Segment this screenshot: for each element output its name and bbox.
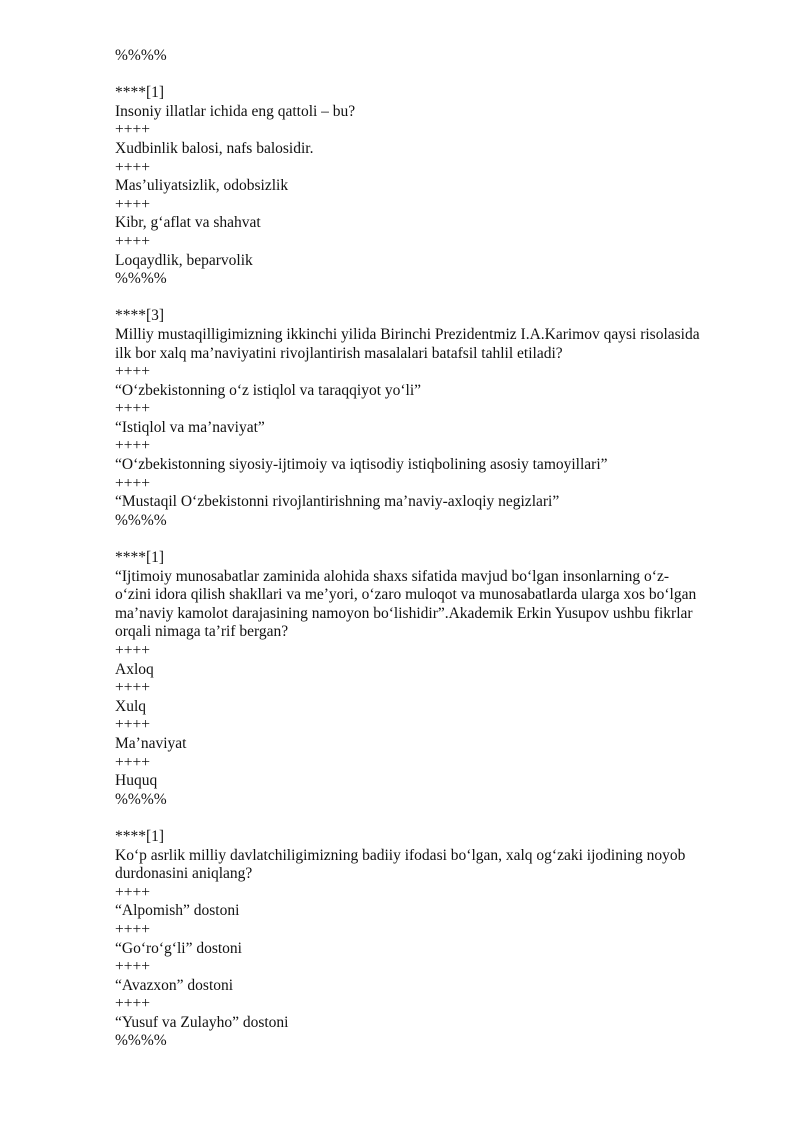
question-marker: ****[1]	[115, 84, 165, 102]
option-separator: ++++	[115, 679, 150, 697]
text-line: ilk bor xalq ma’naviyatini rivojlantirish masalalari batafsil tahlil etiladi?	[115, 344, 563, 362]
question-separator: %%%%	[115, 1032, 167, 1050]
text-line: “Ijtimoiy munosabatlar zaminida alohida shaxs sifatida mavjud bo‘lgan insonlarning o‘z-	[115, 567, 669, 585]
option-separator: ++++	[115, 474, 150, 492]
text-line: durdonasini aniqlang?	[115, 865, 253, 883]
question-marker: ****[1]	[115, 549, 165, 567]
document-page	[115, 47, 735, 1051]
text-line: Milliy mustaqilligimizning ikkinchi yilida Birinchi Prezidentmiz I.A.Karimov qaysi risolasida	[115, 325, 700, 343]
option-separator: ++++	[115, 158, 150, 176]
text-line: Insoniy illatlar ichida eng qattoli – bu?	[115, 102, 356, 120]
text-line: “O‘zbekistonning o‘z istiqlol va taraqqiyot yo‘li”	[115, 381, 422, 399]
text-line: Ko‘p asrlik milliy davlatchiligimizning badiiy ifodasi bo‘lgan, xalq og‘zaki ijodining noyob	[115, 846, 686, 864]
text-line: “Go‘ro‘g‘li” dostoni	[115, 939, 242, 957]
text-line: “O‘zbekistonning siyosiy-ijtimoiy va iqtisodiy istiqbolining asosiy tamoyillari”	[115, 456, 608, 474]
option-separator: ++++	[115, 920, 150, 938]
text-line: Loqaydlik, beparvolik	[115, 251, 253, 269]
text-line: “Mustaqil O‘zbekistonni rivojlantirishning ma’naviy-axloqiy negizlari”	[115, 493, 560, 511]
text-line: “Avazxon” dostoni	[115, 976, 234, 994]
option-separator: ++++	[115, 753, 150, 771]
option-separator: ++++	[115, 716, 150, 734]
option-separator: ++++	[115, 400, 150, 418]
option-separator: ++++	[115, 437, 150, 455]
blank-line	[115, 66, 735, 85]
text-line: “Alpomish” dostoni	[115, 902, 240, 920]
text-line: ma’naviy kamolot darajasining namoyon bo‘lishidir”.Akademik Erkin Yusupov ushbu fikrlar	[115, 604, 693, 622]
question-separator: %%%%	[115, 790, 167, 808]
text-line: Axloq	[115, 660, 154, 678]
text-line: Kibr, g‘aflat va shahvat	[115, 214, 261, 232]
blank-line	[115, 530, 735, 549]
option-separator: ++++	[115, 995, 150, 1013]
option-separator: ++++	[115, 883, 150, 901]
text-line: Xulq	[115, 697, 146, 715]
option-separator: ++++	[115, 121, 150, 139]
option-separator: ++++	[115, 642, 150, 659]
text-line: Huquq	[115, 772, 158, 790]
question-separator: %%%%	[115, 47, 167, 64]
text-line: orqali nimaga ta’rif bergan?	[115, 623, 289, 641]
text-line: o‘zini idora qilish shakllari va me’yori, o‘zaro muloqot va munosabatlarda ularga xos bo‘lgan	[115, 586, 697, 604]
text-line: Mas’uliyatsizlik, odobsizlik	[115, 177, 289, 195]
text-line: Xudbinlik balosi, nafs balosidir.	[115, 139, 314, 157]
text-line: “Yusuf va Zulayho” dostoni	[115, 1013, 289, 1031]
option-separator: ++++	[115, 958, 150, 976]
blank-line	[115, 289, 735, 308]
blank-line	[115, 809, 735, 828]
question-marker: ****[1]	[115, 827, 165, 845]
text-line: “Istiqlol va ma’naviyat”	[115, 418, 265, 436]
question-separator: %%%%	[115, 511, 167, 529]
option-separator: ++++	[115, 232, 150, 250]
question-marker: ****[3]	[115, 307, 165, 325]
option-separator: ++++	[115, 363, 150, 381]
text-line: Ma’naviyat	[115, 734, 187, 752]
question-separator: %%%%	[115, 270, 167, 288]
option-separator: ++++	[115, 195, 150, 213]
